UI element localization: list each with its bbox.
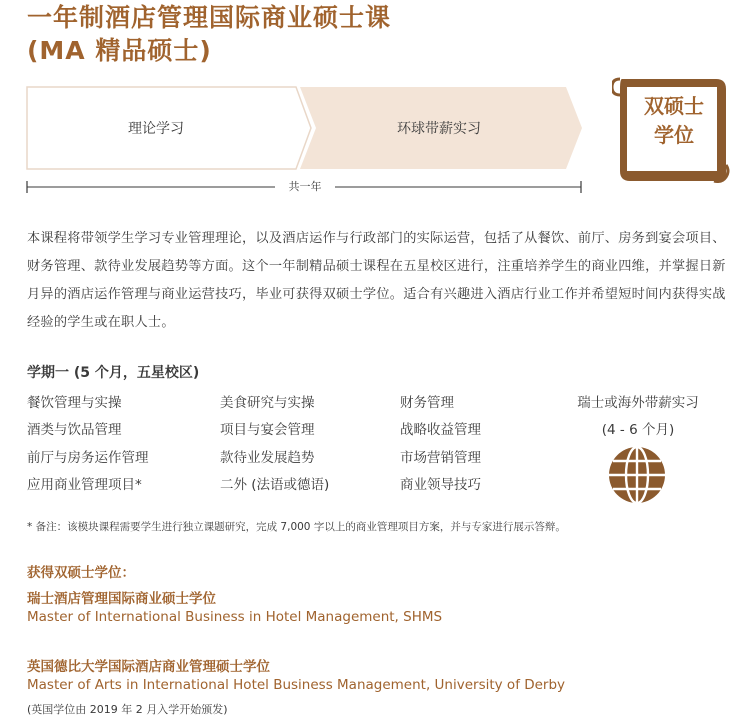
course-item: 二外 (法语或德语)	[220, 477, 330, 493]
program-description: 本课程将带领学生学习专业管理理论，以及酒店运作与行政部门的实际运营，包括了从餐饮、前厅、房务到宴会项目、财务管理、款待业发展趋势等方面。这个一年制精品硕士课程在五星校区进行，注重培养学生的商业四维，并掌握日新月异的酒店运作管理与商业运营技巧，毕业可获得双硕士学位。适合有兴趣进入酒店行业工作并希望短时间内获得实战经验的学生或在职人士。	[27, 231, 726, 330]
degree-en-name: Master of Arts in International Hotel Business Management, University of Derby	[27, 677, 566, 693]
course-item: 酒类与饮品管理	[27, 422, 122, 438]
course-item: 商业领导技巧	[400, 477, 481, 493]
course-item: 美食研究与实操	[220, 395, 315, 411]
badge-line-1: 双硕士	[644, 94, 704, 118]
course-item: 市场营销管理	[400, 450, 481, 466]
degree-cn-name: 英国德比大学国际酒店商业管理硕士学位	[27, 659, 270, 675]
course-item: 项目与宴会管理	[220, 422, 315, 438]
degree-cn-name: 瑞士酒店管理国际商业硕士学位	[27, 591, 216, 607]
degrees-title: 获得双硕士学位：	[27, 565, 135, 581]
semester-title: 学期一 (5 个月，五星校区)	[27, 365, 200, 381]
stage-internship-label: 环球带薪实习	[397, 121, 481, 137]
footnote-remark: * 备注：该模块课程需要学生进行独立课题研究，完成 7,000 字以上的商业管理项目方案，并与专家进行展示答辩。	[27, 521, 566, 533]
globe-icon	[606, 444, 668, 506]
course-item: 前厅与房务运作管理	[27, 450, 149, 466]
page-subtitle: (MA 精品硕士)	[27, 36, 212, 65]
degree-footnote: (英国学位由 2019 年 2 月入学开始颁发)	[27, 703, 228, 716]
course-item: 餐饮管理与实操	[27, 395, 122, 411]
course-item: 财务管理	[400, 395, 454, 411]
internship-label: 瑞士或海外带薪实习	[577, 395, 699, 411]
stage-theory-label: 理论学习	[128, 121, 184, 137]
duration-label: 共一年	[275, 178, 335, 194]
course-item: 款待业发展趋势	[220, 450, 315, 466]
page-title: 一年制酒店管理国际商业硕士课	[27, 3, 392, 32]
course-item: 应用商业管理项目*	[27, 477, 142, 493]
badge-line-2: 学位	[654, 123, 694, 147]
course-item: 战略收益管理	[400, 422, 481, 438]
degree-en-name: Master of International Business in Hotel Management, SHMS	[27, 609, 443, 625]
internship-duration: (4 - 6 个月)	[601, 422, 675, 438]
